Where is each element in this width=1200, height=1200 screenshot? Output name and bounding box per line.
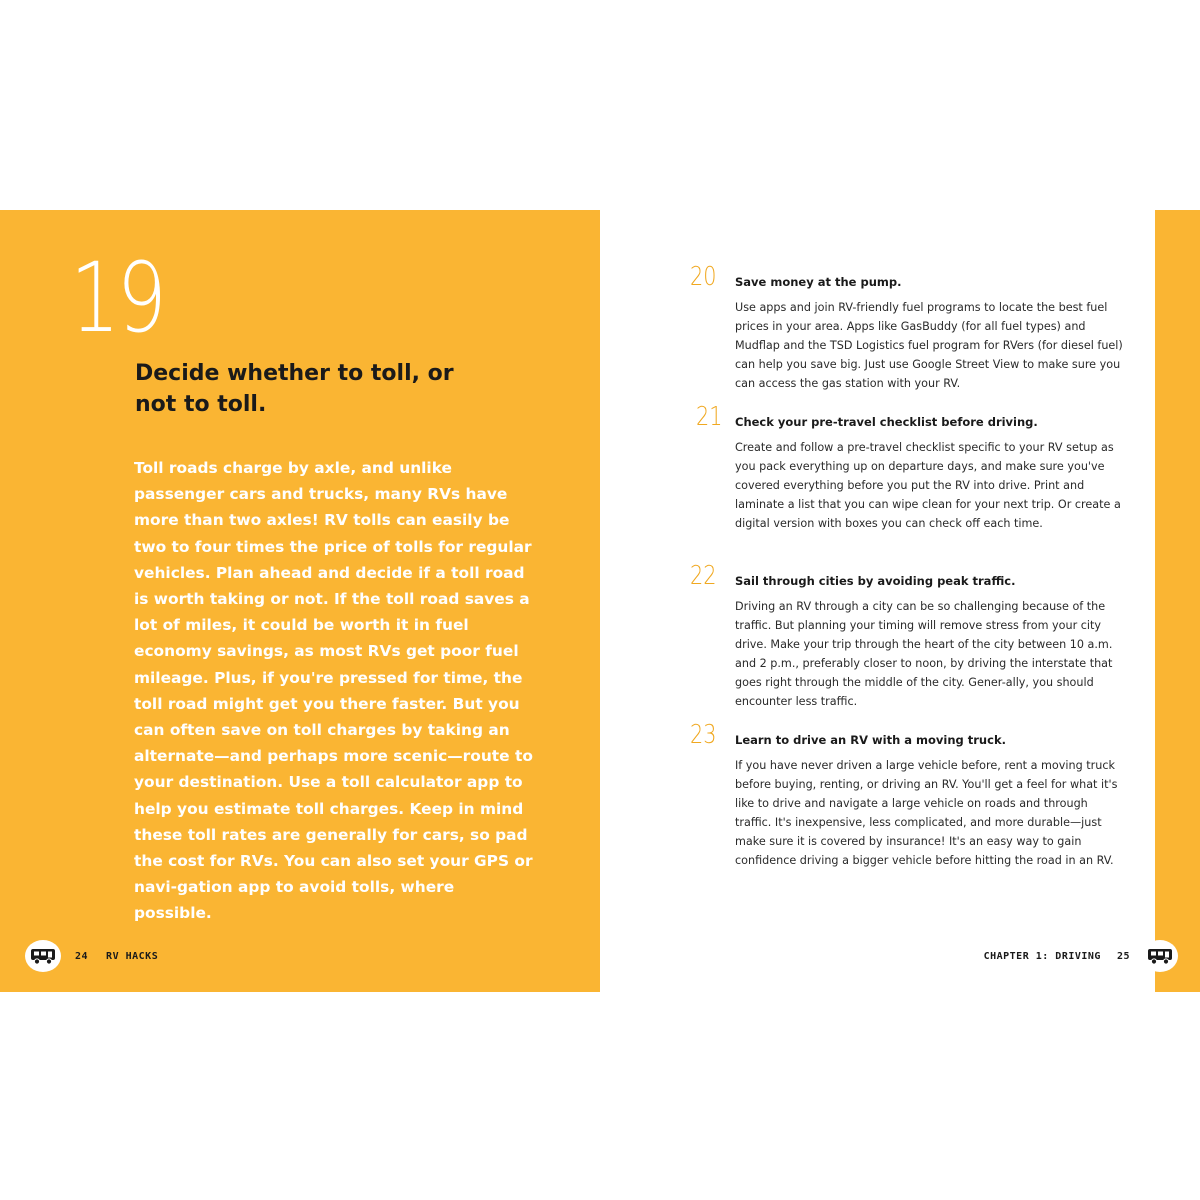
hack-number: 19 [70, 242, 164, 354]
left-page-footer [25, 940, 158, 972]
rv-icon [25, 940, 61, 972]
accent-strip [1155, 210, 1200, 992]
right-page-footer [984, 940, 1178, 972]
tip-number: 22 [690, 561, 717, 591]
tip-body: If you have never driven a large vehicle before, rent a moving truck before buying, renting, or driving an RV. You'll get a feel for what it's like to drive and navigate a large vehicle on roads and through traffic. It's inexpensive, less complicated, and more durable—just make sure it is covered by insurance! It's an easy way to gain confidence driving a bigger vehicle before hitting the road in an RV. [735, 759, 1118, 868]
chapter-running-head: CHAPTER 1: DRIVING [983, 950, 1101, 962]
running-head: RV HACKS [106, 950, 159, 962]
tip-number: 23 [690, 720, 717, 750]
tip-body: Create and follow a pre-travel checklist specific to your RV setup as you pack everything up on departure days, and make sure you've covered everything before you put the RV into drive. Print and laminate a list that you can wipe clean for your next trip. Or create a digital version with boxes you can check off each time. [735, 441, 1121, 531]
tip-number: 20 [690, 262, 717, 292]
tip-title: Save money at the pump. [735, 275, 902, 289]
hack-title: Decide whether to toll, or not to toll. [135, 361, 454, 417]
rv-icon [1142, 940, 1178, 972]
tip-number: 21 [696, 402, 723, 432]
tip-body: Driving an RV through a city can be so challenging because of the traffic. But planning your timing will remove stress from your city drive. Make your trip through the heart of the city between 10 a.m. and 2 p.m., preferably closer to noon, by driving the interstate that goes right through the middle of the city. Gener-ally, you should encounter less traffic. [735, 600, 1113, 709]
hack-body: Toll roads charge by axle, and unlike passenger cars and trucks, many RVs have more than two axles! RV tolls can easily be two to four times the price of tolls for regular vehicles. Plan ahead and decide if a toll road is worth taking or not. If the toll road saves a lot of miles, it could be worth it in fuel economy savings, as most RVs get poor fuel mileage. Plus, if you're pressed for time, the toll road might get you there faster. But you can often save on toll charges by taking an alternate—and perhaps more scenic—route to your destination. Use a toll calculator app to help you estimate toll charges. Keep in mind these toll rates are generally for cars, so pad the cost for RVs. You can also set your GPS or navi-gation app to avoid tolls, where possible. [134, 459, 533, 923]
page-number: 24 [75, 950, 89, 962]
page-number: 25 [1116, 950, 1130, 962]
tip-title: Check your pre-travel checklist before driving. [735, 415, 1038, 429]
left-page [0, 210, 600, 992]
tip-title: Learn to drive an RV with a moving truck. [735, 733, 1006, 747]
tip-body: Use apps and join RV-friendly fuel programs to locate the best fuel prices in your area. Apps like GasBuddy (for all fuel types) and Mudflap and the TSD Logistics fuel program for RVers (for diesel fuel) can help you save big. Just use Google Street View to make sure you can access the gas station with your RV. [735, 301, 1123, 391]
book-spread [0, 210, 1200, 992]
tip-title: Sail through cities by avoiding peak traffic. [735, 574, 1016, 588]
